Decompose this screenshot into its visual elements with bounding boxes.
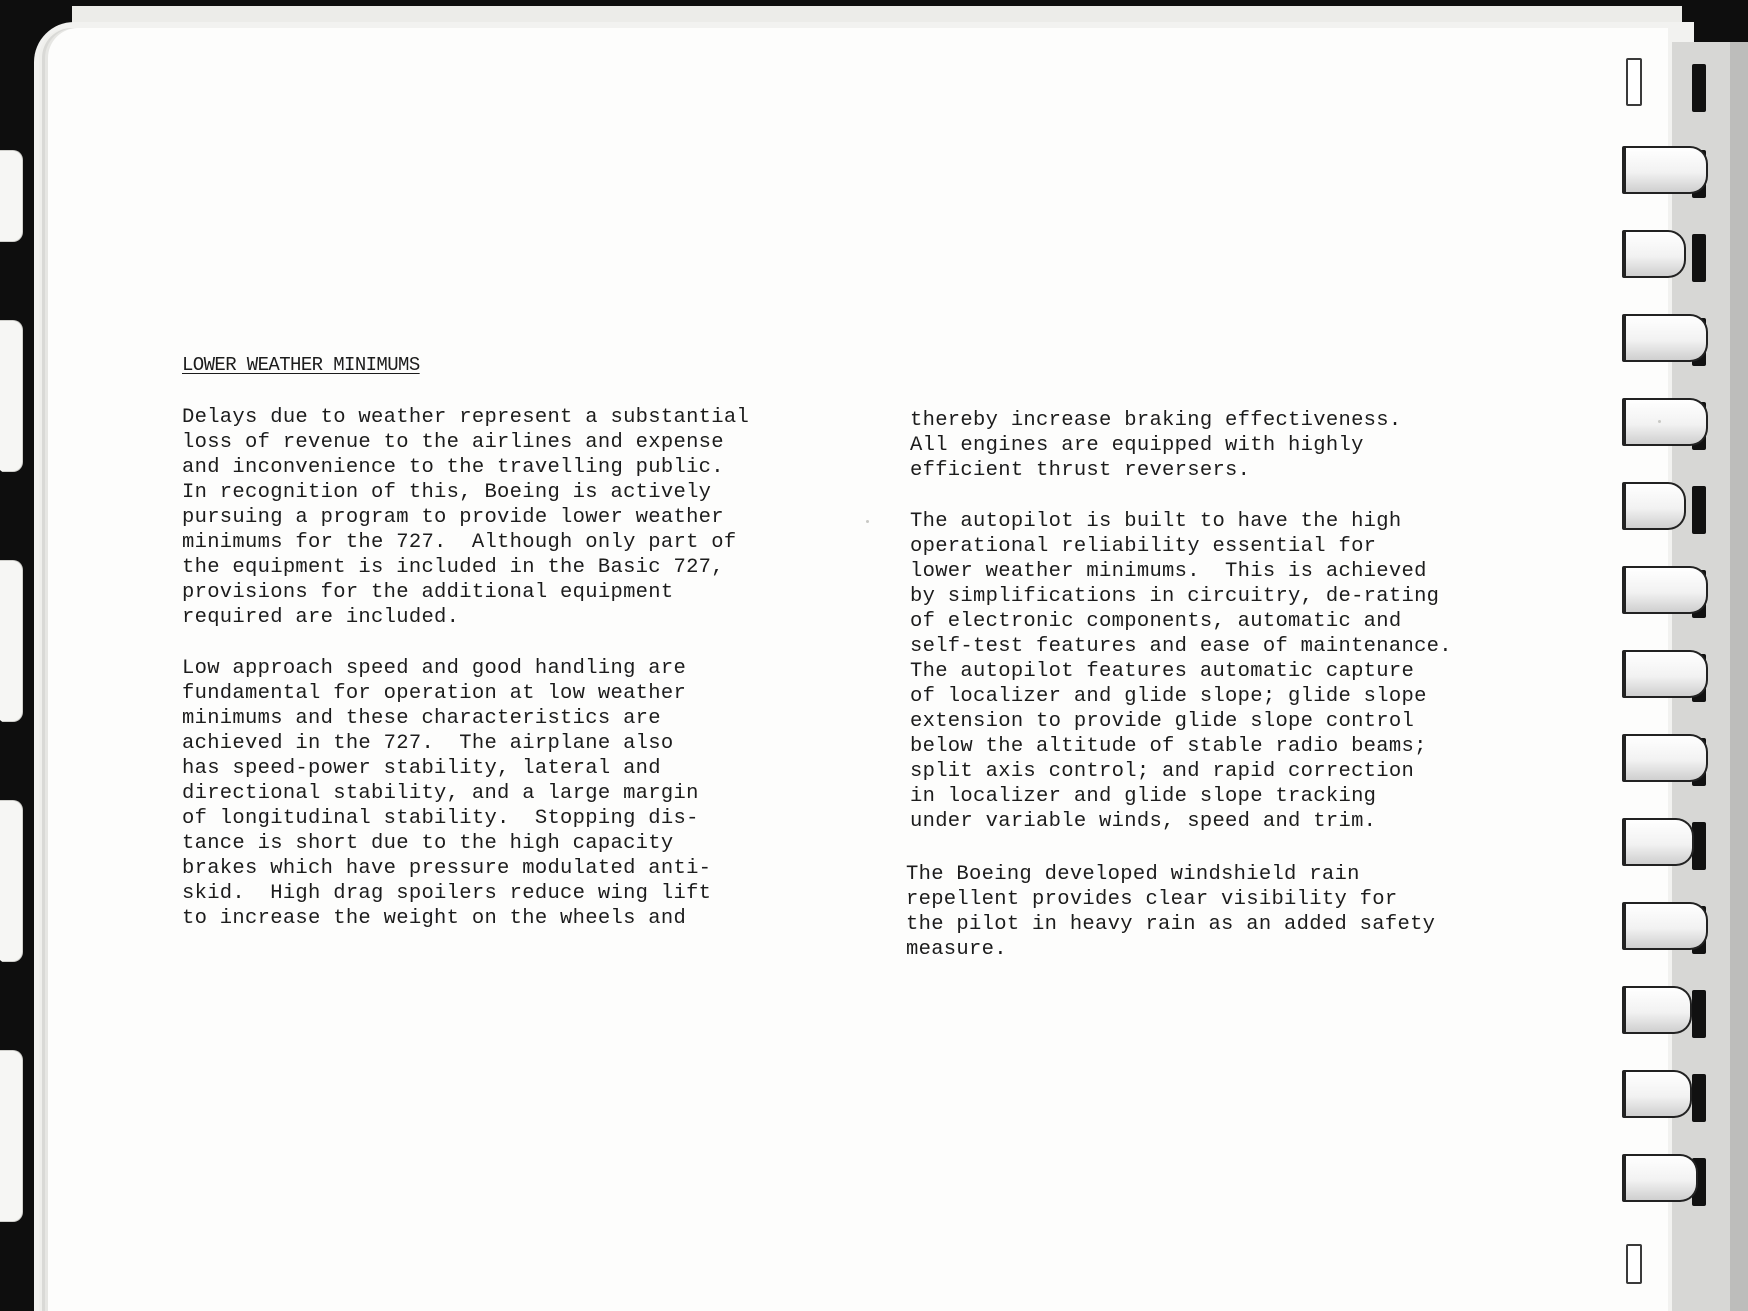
- binding-ring: [1622, 146, 1708, 194]
- binding-ring: [1622, 986, 1692, 1034]
- page-notch: [0, 470, 16, 498]
- left-column-paragraph-1: Delays due to weather represent a substantial loss of revenue to the airlines and expense and inconvenience to the travelling public. In recognition of this, Boeing is actively pursuing a program to provide lower weather minimums for the 727. Although only part of the equipment is included in the Basic 727, provisions for the additional equipment required are included.: [182, 406, 750, 629]
- binding-ring: [1622, 1070, 1692, 1118]
- index-tab: [0, 800, 23, 962]
- binding-hole: [1626, 58, 1642, 106]
- left-column-paragraph-2: Low approach speed and good handling are fundamental for operation at low weather minimums and these characteristics are achieved in the 727. The airplane also has speed-power stability, lateral and directional stability, and a large margin of longitudinal stability. Stopping dis- tance is short due to the high capacity brakes which have pressure modulated anti- skid. High drag spoilers reduce wing lift to increase the weight on the wheels and: [182, 657, 712, 930]
- binding-ring: [1622, 902, 1708, 950]
- page-notch: [0, 254, 16, 282]
- section-heading: LOWER WEATHER MINIMUMS: [182, 354, 420, 376]
- binding-ring: [1622, 482, 1686, 530]
- binding-ring-back: [1692, 234, 1706, 282]
- binding-ring: [1622, 818, 1694, 866]
- right-column-paragraph-2: The autopilot is built to have the high operational reliability essential for lower weather minimums. This is achieved by simplifications in circuitry, de-rating of electronic components, automatic and self-test features and ease of maintenance. The autopilot features automatic capture of localizer and glide slope; glide slope extension to provide glide slope control below the altitude of stable radio beams; split axis control; and rapid correction in localizer and glide slope tracking under variable winds, speed and trim.: [910, 510, 1452, 833]
- right-column-paragraph-1: thereby increase braking effectiveness. All engines are equipped with highly efficient thrust reversers.: [910, 409, 1402, 482]
- binding-ring: [1622, 566, 1708, 614]
- binding-ring-back: [1692, 822, 1706, 870]
- right-column-paragraph-3: The Boeing developed windshield rain repellent provides clear visibility for the pilot in heavy rain as an added safety measure.: [906, 863, 1436, 961]
- paper-speck: [866, 520, 869, 523]
- index-tab: [0, 560, 23, 722]
- index-tab: [0, 320, 23, 472]
- binding-ring-back: [1692, 1074, 1706, 1122]
- paper-speck: [1658, 420, 1661, 423]
- page-notch: [0, 960, 16, 988]
- binding-hole: [1626, 1244, 1642, 1284]
- binding-ring-back: [1692, 486, 1706, 534]
- index-tab: [0, 1050, 23, 1222]
- binding-spine-edge: [1730, 42, 1748, 1311]
- binding-ring: [1622, 314, 1708, 362]
- binding-ring: [1622, 230, 1686, 278]
- binding-ring-back: [1692, 64, 1706, 112]
- index-tab: [0, 150, 23, 242]
- binding-ring: [1622, 1154, 1698, 1202]
- binding-ring: [1622, 734, 1708, 782]
- binding-ring: [1622, 398, 1708, 446]
- binding-ring: [1622, 650, 1708, 698]
- page-notch: [0, 720, 16, 748]
- binding-ring-back: [1692, 990, 1706, 1038]
